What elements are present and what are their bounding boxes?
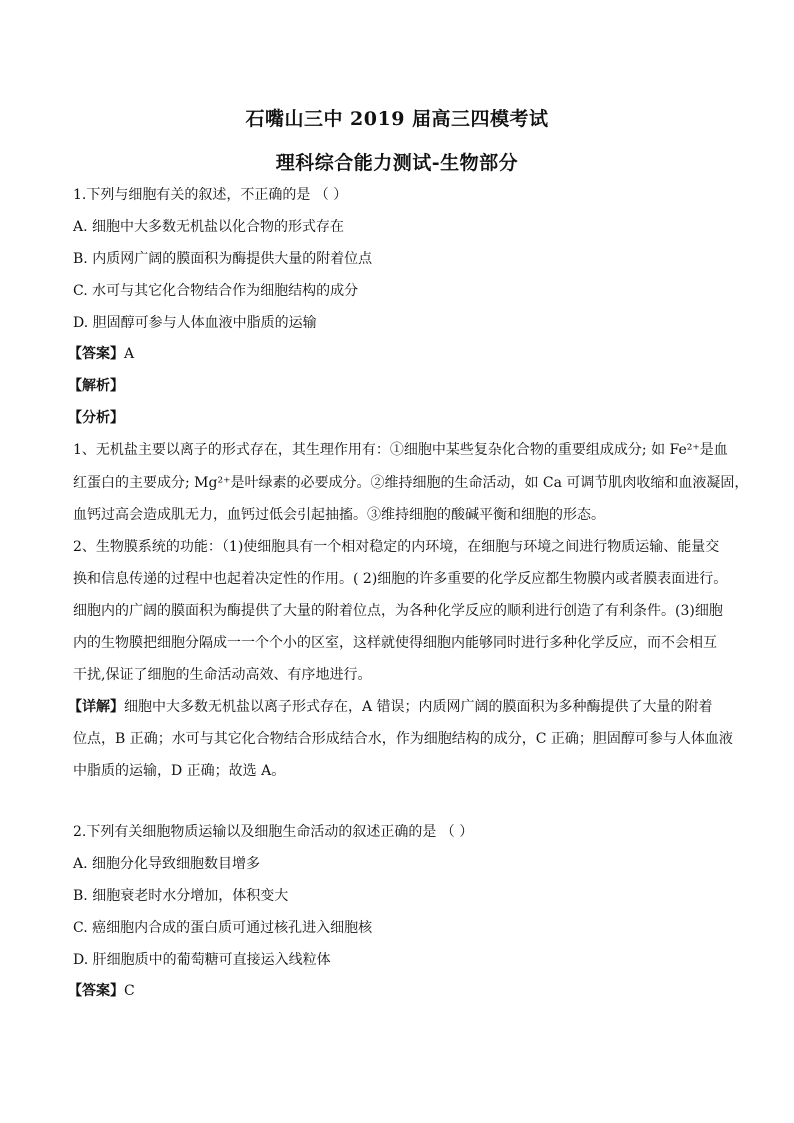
detail-line: 位点，B 正确；水可与其它化合物结合形成结合水，作为细胞结构的成分，C 正确；胆固醇可参与人体血液 <box>73 731 733 747</box>
detail-tag: 【详解】 <box>68 699 124 715</box>
analysis-line: 内的生物膜把细胞分隔成一一个个小的区室，这样就使得细胞内能够同时进行多种化学反应，而不会相互 <box>73 635 717 651</box>
answer-tag: 【答案】 <box>68 983 124 999</box>
question-1-option-b: B. 内质网广阔的膜面积为酶提供大量的附着位点 <box>73 251 373 267</box>
page-title: 石嘴山三中 2019 届高三四模考试 <box>245 108 549 130</box>
answer-tag: 【答案】 <box>68 346 124 362</box>
analysis-line: 换和信息传递的过程中也起着决定性的作用。( 2)细胞的许多重要的化学反应都生物膜内或者膜表面进行。 <box>73 571 728 587</box>
analysis-line: 红蛋白的主要成分; Mg²⁺是叶绿素的必要成分。②维持细胞的生命活动，如 Ca 可调节肌肉收缩和血液凝固， <box>73 475 749 491</box>
question-2-stem: 2.下列有关细胞物质运输以及细胞生命活动的叙述正确的是 （ ） <box>73 824 474 840</box>
detail-text: 细胞中大多数无机盐以离子形式存在，A 错误；内质网广阔的膜面积为多种酶提供了大量的附着 <box>124 699 713 715</box>
question-2-answer <box>68 981 728 1001</box>
question-2-option-c: C. 癌细胞内合成的蛋白质可通过核孔进入细胞核 <box>73 920 373 936</box>
analysis-line: 血钙过高会造成肌无力，血钙过低会引起抽搐。③维持细胞的酸碱平衡和细胞的形态。 <box>73 507 605 523</box>
question-2-option-b: B. 细胞衰老时水分增加，体积变大 <box>73 888 289 904</box>
question-1-option-a: A. 细胞中大多数无机盐以化合物的形式存在 <box>73 219 345 235</box>
detail-line: 中脂质的运输，D 正确；故选 A。 <box>73 763 286 779</box>
jiexi-tag: 【解析】 <box>68 378 124 394</box>
fenxi-tag: 【分析】 <box>68 410 124 426</box>
question-2-option-a: A. 细胞分化导致细胞数目增多 <box>73 856 261 872</box>
detail-line <box>68 697 728 717</box>
question-1-stem: 1.下列与细胞有关的叙述，不正确的是 （ ） <box>73 187 348 203</box>
question-1-answer <box>68 344 728 364</box>
analysis-line: 细胞内的广阔的膜面积为酶提供了大量的附着位点，为各种化学反应的顺利进行创造了有利条件。(3)细胞 <box>73 603 723 619</box>
question-1-option-c: C. 水可与其它化合物结合作为细胞结构的成分 <box>73 283 359 299</box>
answer-value: C <box>124 983 135 999</box>
analysis-line: 2、生物膜系统的功能：（1)使细胞具有一个相对稳定的内环境，在细胞与环境之间进行物质运输、能量交 <box>73 539 720 555</box>
answer-value: A <box>124 346 135 362</box>
page-subtitle: 理科综合能力测试-生物部分 <box>275 152 519 174</box>
analysis-line: 干扰,保证了细胞的生命活动高效、有序地进行。 <box>73 667 372 683</box>
question-1-option-d: D. 胆固醇可参与人体血液中脂质的运输 <box>73 315 317 331</box>
question-2-option-d: D. 肝细胞质中的葡萄糖可直接运入线粒体 <box>73 952 331 968</box>
analysis-line: 1、无机盐主要以离子的形式存在，其生理作用有：①细胞中某些复杂化合物的重要组成成分; 如 Fe²⁺是血 <box>73 442 728 458</box>
